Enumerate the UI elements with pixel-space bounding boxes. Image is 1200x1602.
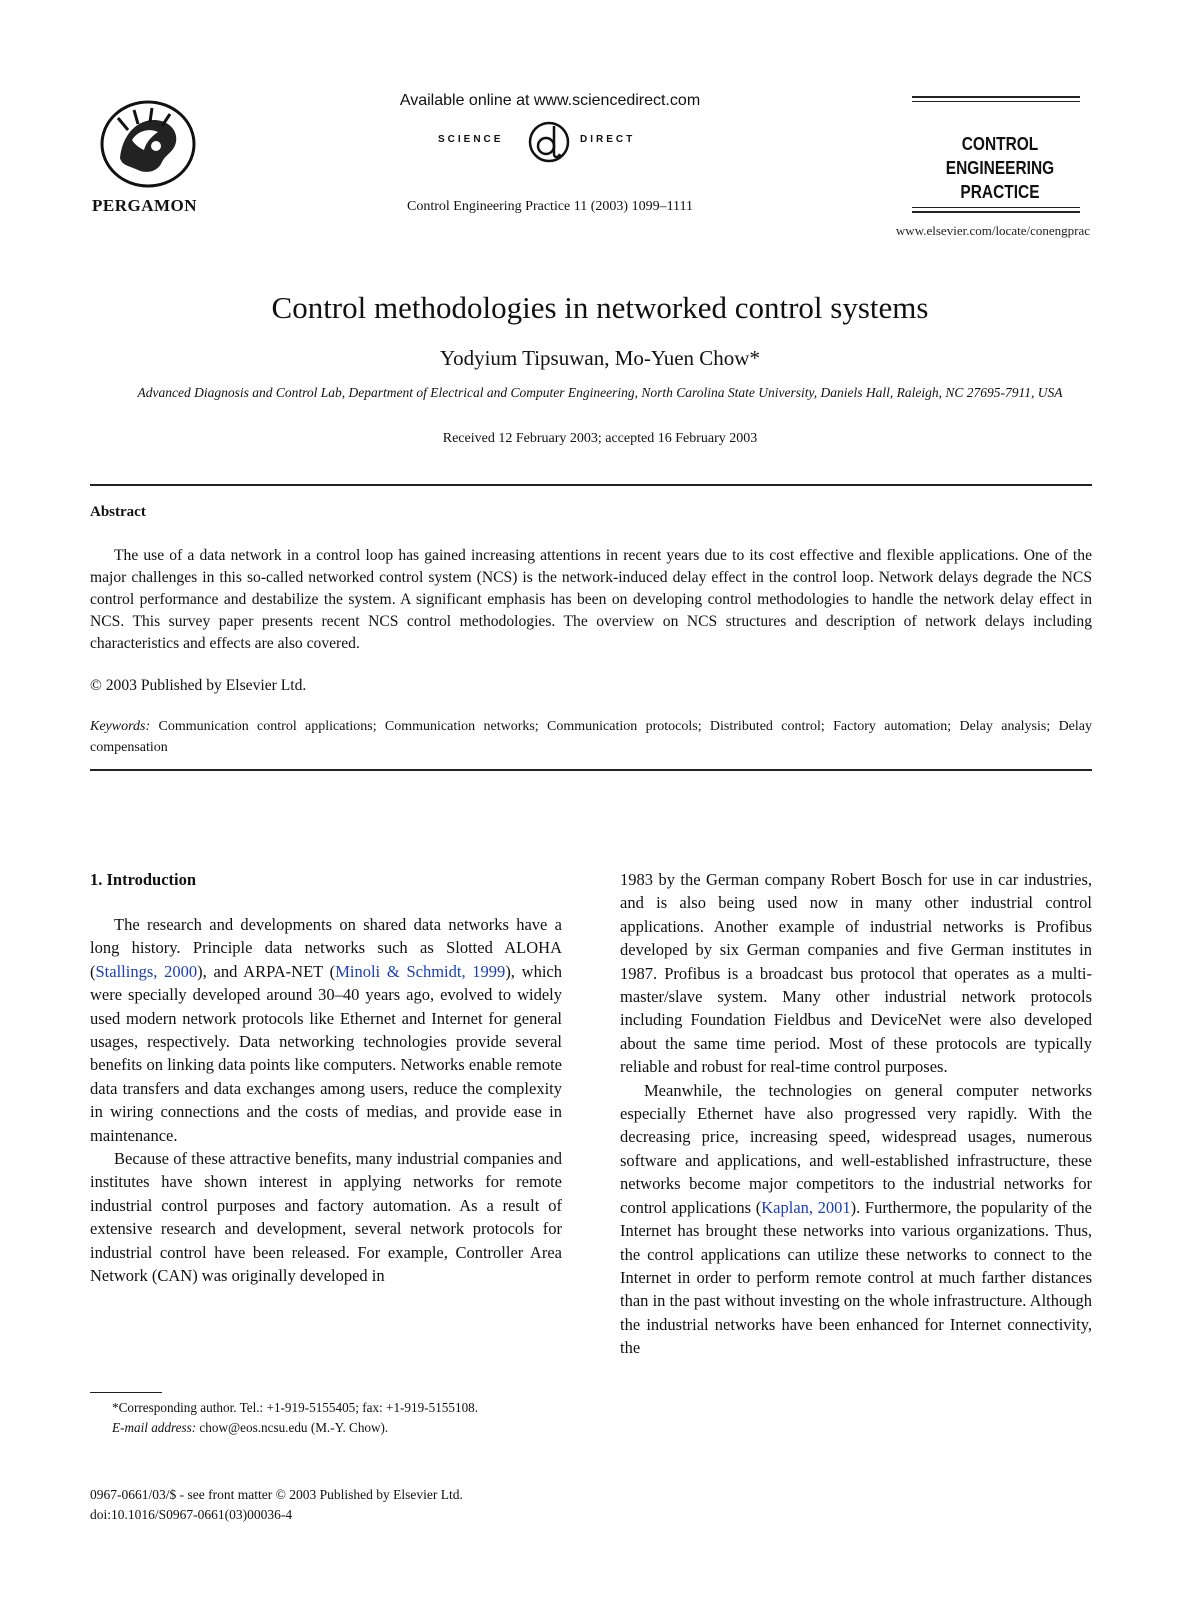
journal-name (914, 132, 1086, 204)
right-column (620, 868, 1092, 1360)
sd-right-word: DIRECT (580, 134, 636, 145)
header-rule-bottom-2 (912, 211, 1080, 213)
sd-left-word: SCIENCE (438, 134, 504, 145)
paragraph: Because of these attractive benefits, many industrial companies and institutes have shown interest in applying networks for remote industrial control purposes and factory automation. As a result of extensive research and development, several network protocols for industrial control have been released. For example, Controller Area Network (CAN) was originally developed in (90, 1149, 562, 1286)
text-run: Meanwhile, the technologies on general computer networks especially Ethernet have also progressed very rapidly. With the decreasing price, increasing speed, widespread usages, numerous software and applications, and well-established infrastructure, these networks become major competitors to the industrial networks for control applications ( (620, 1080, 1092, 1217)
journal-reference: Control Engineering Practice 11 (2003) 1099–1111 (406, 199, 694, 214)
citation-link[interactable]: Stallings, 2000 (95, 961, 198, 981)
keywords-list: Communication control applications; Communication networks; Communication protocols; Distributed control; Factory automation; Delay analysis; Delay compensation (90, 719, 1092, 755)
citation-link[interactable]: Minoli & Schmidt, 1999 (335, 961, 506, 981)
header-rule-bottom-1 (912, 207, 1080, 208)
sciencedirect-logo (430, 120, 680, 164)
text-run: ). Furthermore, the popularity of the Internet has brought these networks into various organizations. Thus, the control applications can utilize these networks to connect to the Internet in order to perform remote control at much farther distances than in the past without investing on the whole infrastructure. Although the industrial networks have been enhanced for Internet connectivity, the (620, 1197, 1092, 1358)
abstract-copyright: © 2003 Published by Elsevier Ltd. (90, 677, 307, 694)
sciencedirect-d-icon (526, 120, 572, 164)
email-address[interactable]: chow@eos.ncsu.edu (M.-Y. Chow). (199, 1420, 389, 1435)
journal-name-line1: CONTROL ENGINEERING (945, 134, 1055, 178)
journal-name-line2: PRACTICE (960, 182, 1040, 202)
keywords-label: Keywords: (90, 719, 151, 734)
journal-url[interactable]: www.elsevier.com/locate/conengprac (895, 223, 1090, 238)
pergamon-emblem-icon (98, 100, 198, 192)
footnote-rule (90, 1392, 162, 1393)
section-heading: 1. Introduction (90, 870, 197, 889)
front-matter-line1: 0967-0661/03/$ - see front matter © 2003 Published by Elsevier Ltd. (90, 1487, 463, 1502)
email-label: E-mail address: (112, 1420, 197, 1435)
corresponding-author: *Corresponding author. Tel.: +1-919-5155405; fax: +1-919-5155108. (112, 1400, 479, 1415)
doi: doi:10.1016/S0967-0661(03)00036-4 (90, 1507, 293, 1522)
affiliation: Advanced Diagnosis and Control Lab, Department of Electrical and Computer Engineering, North Carolina State University, Daniels Hall, Raleigh, NC 27695-7911, USA (137, 385, 1063, 400)
paragraph: 1983 by the German company Robert Bosch for use in car industries, and is also being used now in many other industrial control applications. Another example of industrial networks is Profibus developed by six German companies and five German institutes in 1987. Profibus is a broadcast bus protocol that operates as a multi-master/slave system. Many other industrial network protocols including Foundation Fieldbus and DeviceNet were also developed about the same time period. Most of these protocols are typically reliable and robust for real-time control purposes. (620, 870, 1092, 1077)
abstract-text: The use of a data network in a control loop has gained increasing attentions in recent years due to its cost effective and flexible applications. One of the major challenges in this so-called networked control system (NCS) is the network-induced delay effect in the control loop. Network delays degrade the NCS control performance and destabilize the system. A significant emphasis has been on developing control methodologies to handle the network delay effect in NCS. This survey paper presents recent NCS control methodologies. The overview on NCS structures and description of network delays including characteristics and effects are also covered. (90, 547, 1092, 652)
footnote (90, 1398, 562, 1438)
header-rule-top-2 (912, 101, 1080, 102)
keywords (90, 716, 1092, 758)
article-authors: Yodyium Tipsuwan, Mo-Yuen Chow* (440, 346, 760, 370)
header-rule-top-1 (912, 96, 1080, 98)
abstract-rule-bottom (90, 769, 1092, 771)
text-run: ), which were specially developed around 30–40 years ago, evolved to widely used modern network protocols like Ethernet and Internet for general usages, respectively. Data networking technologies provide several benefits on linking data points like computers. Networks enable remote data transfers and data exchanges among users, reduce the complexity in wiring connections and the costs of medias, and provide ease in maintenance. (90, 961, 563, 1145)
article-title: Control methodologies in networked control systems (271, 290, 929, 325)
text-run: ), and ARPA-NET ( (197, 961, 336, 981)
left-column (90, 913, 562, 1288)
email-line (90, 1418, 562, 1438)
text-run: The research and developments on shared data networks have a long history. Principle data networks such as Slotted ALOHA ( (90, 915, 562, 981)
paragraph (620, 1079, 1092, 1360)
citation-link[interactable]: Kaplan, 2001 (761, 1197, 851, 1217)
available-online: Available online at www.sciencedirect.com (399, 92, 701, 109)
paragraph (90, 913, 562, 1147)
publisher-logo (92, 100, 202, 216)
abstract-heading: Abstract (90, 504, 146, 520)
abstract-rule-top (90, 484, 1092, 486)
front-matter (90, 1485, 590, 1525)
received-dates: Received 12 February 2003; accepted 16 February 2003 (442, 431, 758, 446)
publisher-name: PERGAMON (92, 196, 198, 215)
